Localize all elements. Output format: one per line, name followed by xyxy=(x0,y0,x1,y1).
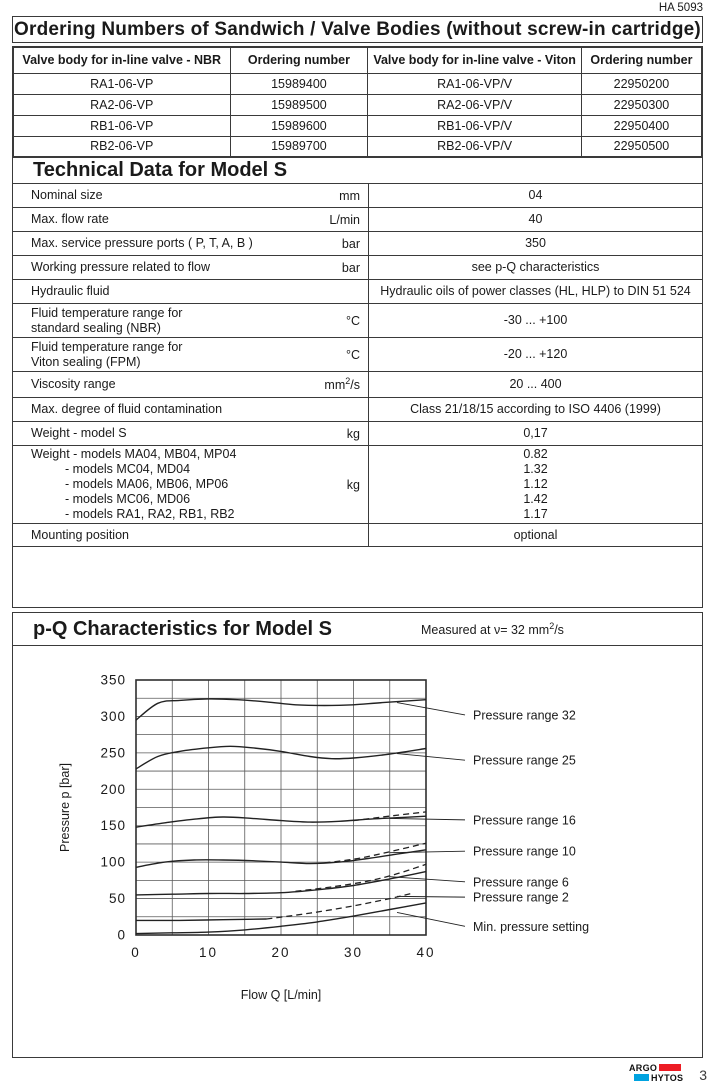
leader-line-pressure-range-25 xyxy=(397,754,465,761)
pq-chart xyxy=(13,646,701,1056)
cell: 22950400 xyxy=(581,115,702,136)
section-title-technical-data: Technical Data for Model S xyxy=(33,159,288,181)
row-unit: °C xyxy=(345,313,360,328)
tech-row-fluid-contamination xyxy=(13,397,702,421)
cell: 22950200 xyxy=(581,73,702,94)
cell: RB1-06-VP xyxy=(13,115,230,136)
cell: 22950300 xyxy=(581,94,702,115)
col-header-viton: Valve body for in-line valve - Viton xyxy=(368,47,582,73)
curve-label-pressure-range-6: Pressure range 6 xyxy=(473,875,569,890)
row-label: Mounting position xyxy=(31,527,129,542)
y-tick-label: 50 xyxy=(108,891,126,907)
row-unit: bar xyxy=(341,236,360,251)
tech-row-working-pressure xyxy=(13,255,702,279)
tech-row-max-flow-rate xyxy=(13,207,702,231)
x-tick-label: 20 xyxy=(271,945,291,960)
cell: RB2-06-VP/V xyxy=(368,136,582,157)
doc-code: HA 5093 xyxy=(658,2,703,14)
cell: 15989600 xyxy=(230,115,368,136)
tech-row-max-service-pressure xyxy=(13,231,702,255)
leader-line-pressure-range-32 xyxy=(397,703,465,715)
row-value: Class 21/18/15 according to ISO 4406 (1999) xyxy=(410,402,661,416)
table-row xyxy=(13,73,702,94)
section-title-pq: p-Q Characteristics for Model S xyxy=(33,617,332,640)
page-title xyxy=(12,16,703,43)
tech-row-weight-models xyxy=(13,445,702,523)
tech-row-nominal-size xyxy=(13,183,702,207)
row-value: 04 xyxy=(528,188,543,202)
argo-hytos-logo xyxy=(629,1063,689,1082)
cell: RA1-06-VP/V xyxy=(368,73,582,94)
curve-label-pressure-range-25: Pressure range 25 xyxy=(473,753,576,768)
row-value: 0,17 xyxy=(523,426,548,440)
row-value: Hydraulic oils of power classes (HL, HLP) to DIN 51 524 xyxy=(380,284,691,298)
row-label: Fluid temperature range for Viton sealing (FPM) xyxy=(31,339,183,369)
logo-row-bottom xyxy=(629,1073,689,1082)
x-tick-label: 10 xyxy=(198,945,219,960)
x-tick-label: 40 xyxy=(416,945,436,960)
logo-red-block xyxy=(659,1064,681,1071)
leader-line-pressure-range-2 xyxy=(397,896,465,897)
row-unit: °C xyxy=(345,347,360,362)
row-value: 40 xyxy=(528,212,543,226)
row-label: Nominal size xyxy=(31,188,103,202)
cell: 15989400 xyxy=(230,73,368,94)
logo-row-top xyxy=(629,1063,689,1072)
y-tick-label: 250 xyxy=(100,745,126,761)
row-label: Weight - models MA04, MB04, MP04 - models MC04, MD04 - models MA06, MB06, MP06 - models MC06, MD06 - models RA1, RA2, RB1, RB2 xyxy=(31,447,237,521)
row-label: Max. flow rate xyxy=(31,212,109,226)
table-row xyxy=(13,94,702,115)
tech-row-fluid-temp-nbr xyxy=(13,303,702,337)
row-label: Max. service pressure ports ( P, T, A, B ) xyxy=(31,236,253,250)
curve-label-pressure-range-32: Pressure range 32 xyxy=(473,708,576,723)
row-unit: $mm^2/s$ xyxy=(324,376,360,393)
curve-dashed-range-10-extension xyxy=(325,843,427,863)
y-tick-label: 150 xyxy=(100,818,126,834)
row-unit: kg xyxy=(346,426,360,441)
tech-row-hydraulic-fluid xyxy=(13,279,702,303)
cell: RA2-06-VP xyxy=(13,94,230,115)
tech-row-fluid-temp-fpm xyxy=(13,337,702,371)
col-header-ordering-number-1: Ordering number xyxy=(230,47,368,73)
measurement-note: Measured at ν= 32 $mm^2/s$ xyxy=(421,621,564,638)
row-label: Weight - model S xyxy=(31,426,127,440)
row-value: 0.82 1.32 1.12 1.42 1.17 xyxy=(523,447,548,521)
leader-line-pressure-range-6 xyxy=(390,877,465,882)
y-tick-label: 100 xyxy=(100,854,126,870)
pq-characteristics-section xyxy=(12,612,703,1058)
table-row xyxy=(13,136,702,157)
leader-line-min-pressure-setting xyxy=(397,912,465,926)
technical-data-section xyxy=(12,156,703,608)
row-value: -30 ... +100 xyxy=(503,313,568,327)
cell: 15989500 xyxy=(230,94,368,115)
row-label: Viscosity range xyxy=(31,377,116,391)
y-tick-label: 300 xyxy=(100,708,126,724)
leader-line-pressure-range-16 xyxy=(390,818,465,819)
ordering-table xyxy=(12,46,703,158)
logo-text-argo: ARGO xyxy=(629,1062,658,1073)
row-label: Fluid temperature range for standard sealing (NBR) xyxy=(31,305,183,335)
row-value: see p-Q characteristics xyxy=(471,260,600,274)
x-tick-label: 0 xyxy=(131,945,141,960)
cell: RA2-06-VP/V xyxy=(368,94,582,115)
y-tick-label: 350 xyxy=(100,672,126,688)
curve-label-min-pressure-setting: Min. pressure setting xyxy=(473,919,590,934)
row-unit: mm xyxy=(339,188,360,203)
curve-label-pressure-range-10: Pressure range 10 xyxy=(473,844,576,859)
row-value: -20 ... +120 xyxy=(503,347,568,361)
logo-text-hytos: HYTOS xyxy=(651,1072,684,1083)
cell: 22950500 xyxy=(581,136,702,157)
leader-line-pressure-range-10 xyxy=(390,851,465,852)
pq-chart-svg xyxy=(13,646,701,1056)
tech-row-mounting-position xyxy=(13,523,702,547)
cell: RA1-06-VP xyxy=(13,73,230,94)
row-unit: L/min xyxy=(329,212,360,227)
x-axis-label: Flow Q [L/min] xyxy=(240,988,322,1002)
curve-label-pressure-range-2: Pressure range 2 xyxy=(473,890,569,905)
row-label: Working pressure related to flow xyxy=(31,260,211,274)
row-value: 350 xyxy=(525,236,546,250)
cell: 15989700 xyxy=(230,136,368,157)
y-tick-label: 0 xyxy=(117,927,126,943)
cell: RB1-06-VP/V xyxy=(368,115,582,136)
row-label: Hydraulic fluid xyxy=(31,284,110,298)
cell: RB2-06-VP xyxy=(13,136,230,157)
row-value: 20 ... 400 xyxy=(509,377,562,391)
curve-pressure-range-2 xyxy=(136,919,267,920)
row-unit: bar xyxy=(341,260,360,275)
x-tick-label: 30 xyxy=(343,945,364,960)
row-unit: kg xyxy=(346,477,360,492)
logo-blue-block xyxy=(634,1074,649,1081)
col-header-nbr: Valve body for in-line valve - NBR xyxy=(13,47,230,73)
row-label: Max. degree of fluid contamination xyxy=(31,402,223,416)
row-value: optional xyxy=(513,527,558,542)
tech-row-weight-model-s xyxy=(13,421,702,445)
table-row xyxy=(13,115,702,136)
col-header-ordering-number-2: Ordering number xyxy=(581,47,702,73)
tech-row-viscosity-range xyxy=(13,371,702,397)
curve-label-pressure-range-16: Pressure range 16 xyxy=(473,813,576,828)
ordering-table-header-row xyxy=(13,47,702,73)
y-tick-label: 200 xyxy=(100,781,126,797)
page-title-text: Ordering Numbers of Sandwich / Valve Bodies (without screw-in cartridge) xyxy=(14,18,701,40)
pq-section-header xyxy=(13,613,702,646)
y-axis-label: Pressure p [bar] xyxy=(58,763,72,852)
page-number: 3 xyxy=(699,1067,707,1083)
